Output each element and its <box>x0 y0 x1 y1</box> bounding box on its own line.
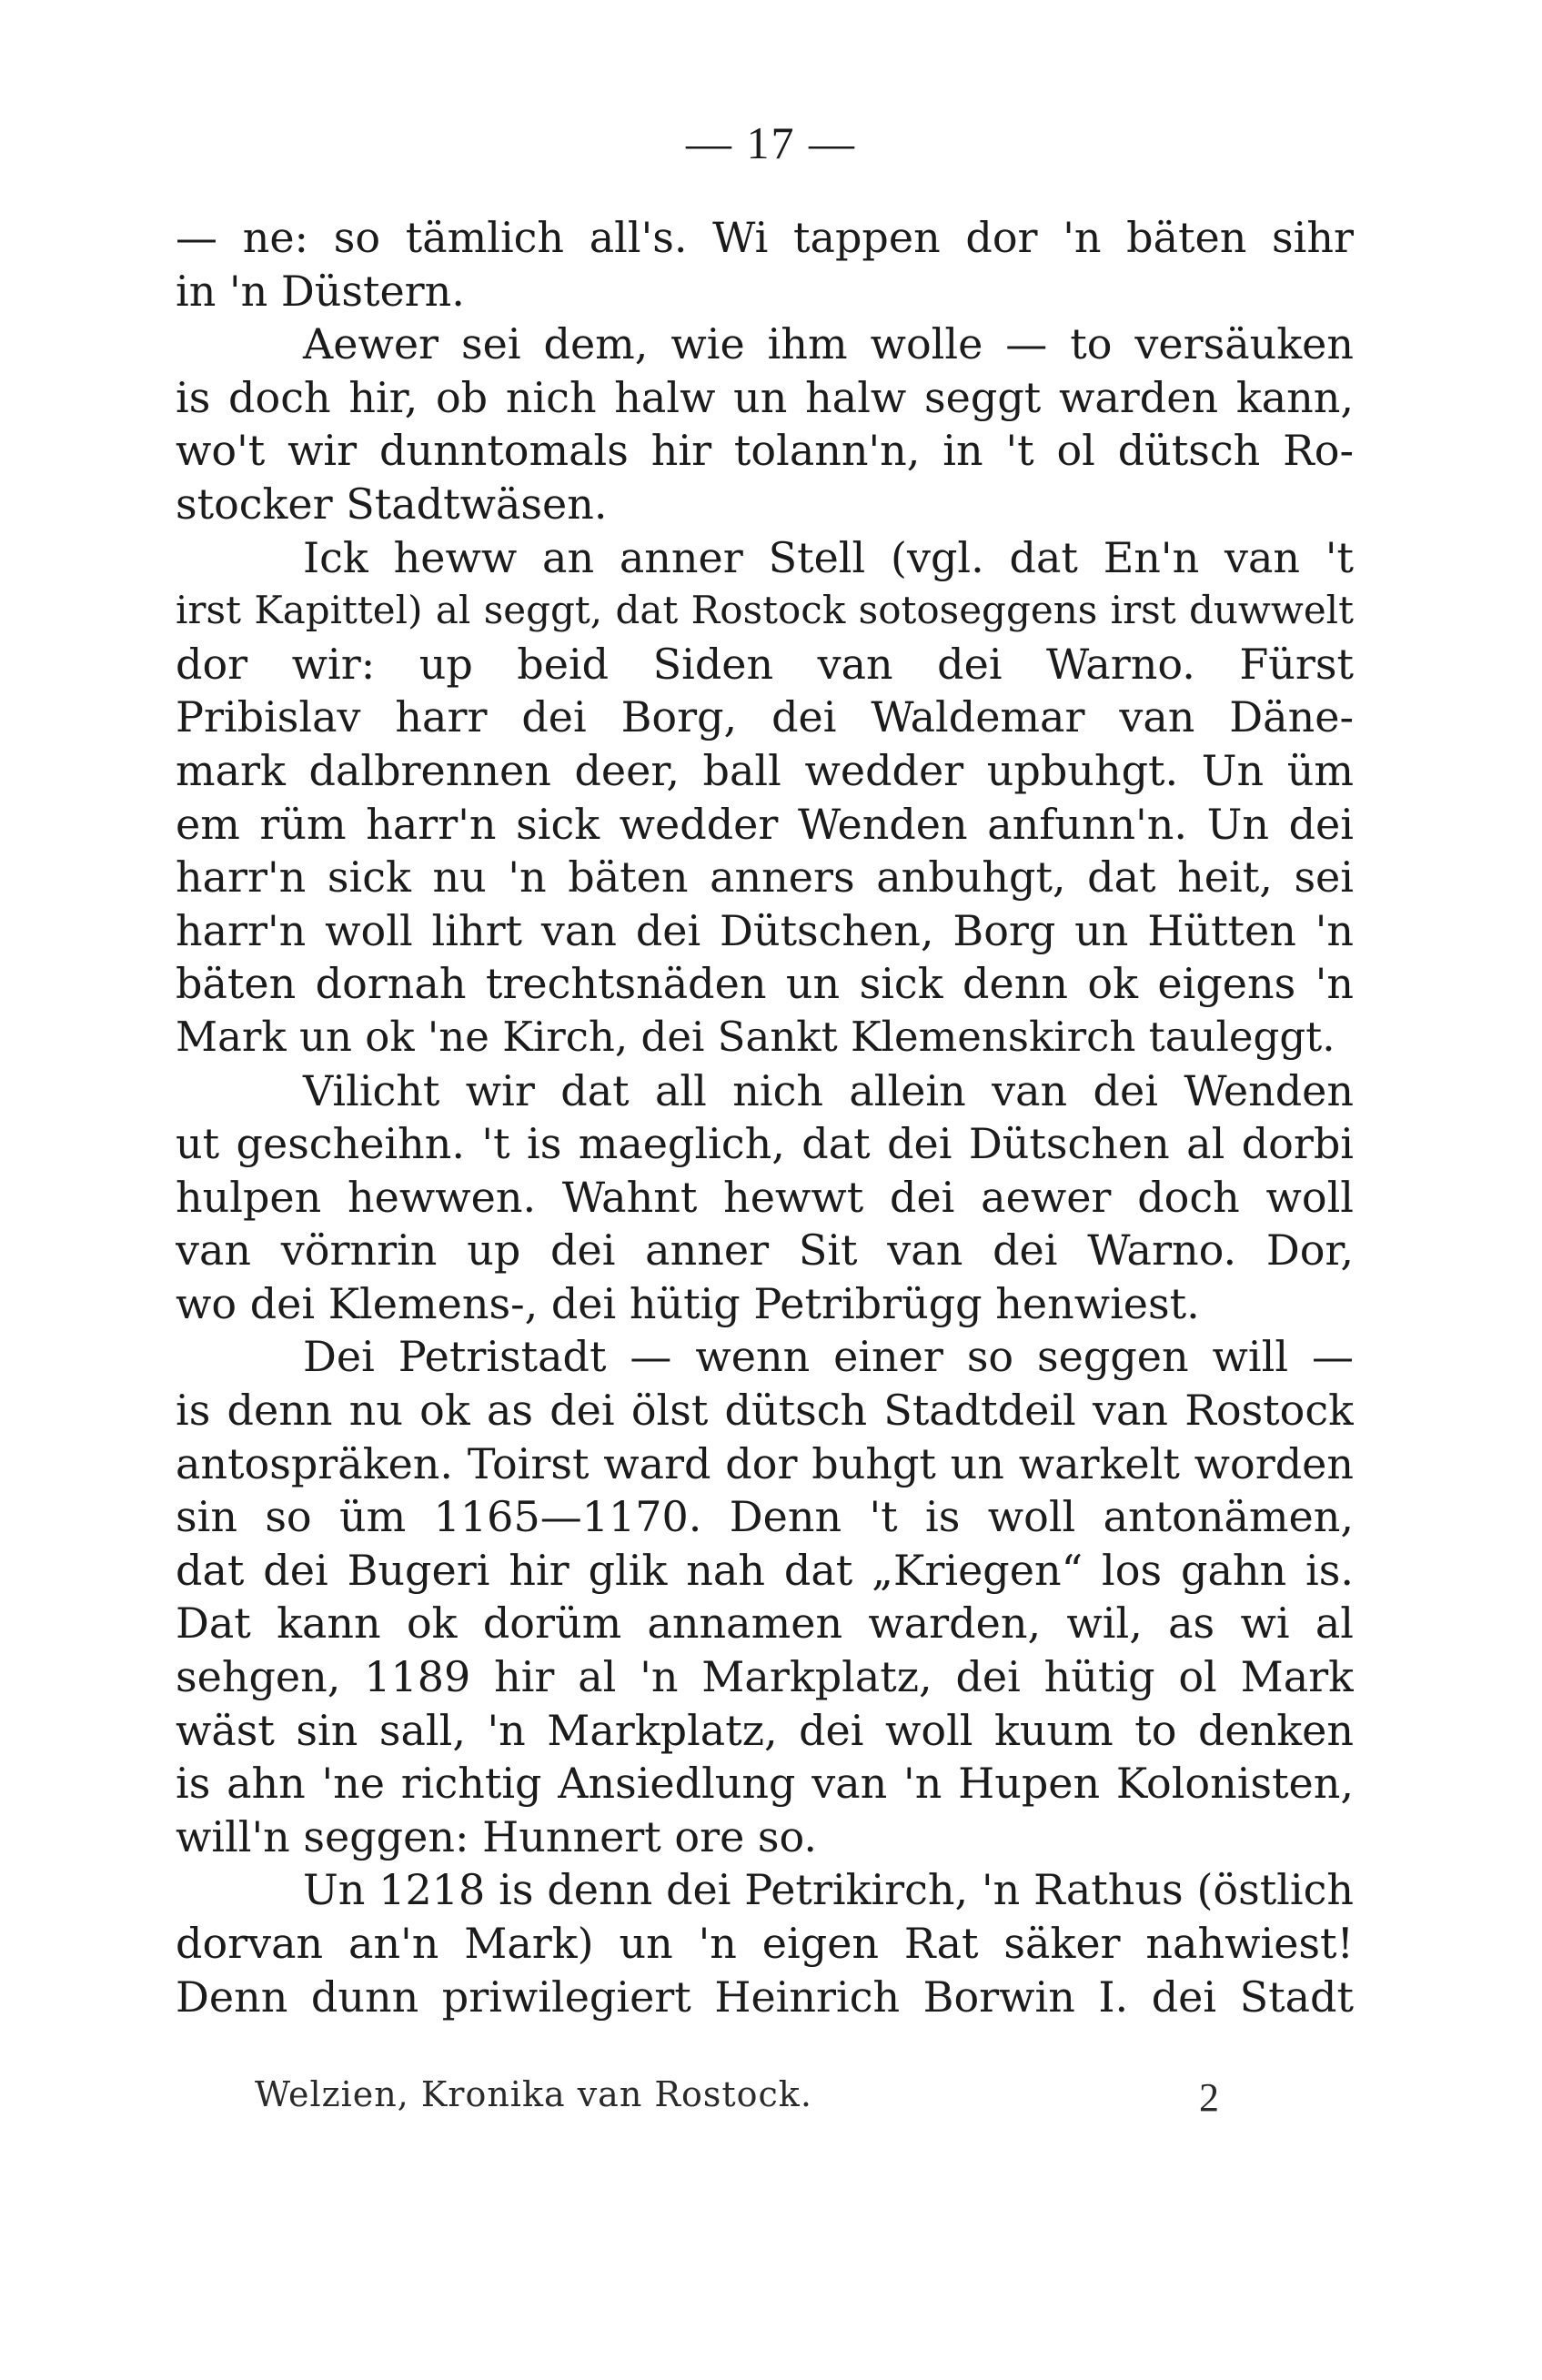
text-line: bäten dornah trechtsnäden un sick denn ok eigens 'n <box>176 959 1354 1009</box>
text-line: dat dei Bugeri hir glik nah dat „Kriegen“ los gahn is. <box>176 1545 1354 1595</box>
text-line: is denn nu ok as dei ölst dütsch Stadtdeil van Rostock <box>176 1386 1354 1436</box>
text-line: Ick heww an anner Stell (vgl. dat En'n van 't <box>303 532 1354 582</box>
text-line: irst Kapittel) al seggt, dat Rostock sotoseggens irst duwwelt <box>176 588 1354 633</box>
text-line: harr'n sick nu 'n bäten anners anbuhgt, dat heit, sei <box>176 852 1354 903</box>
text-line: — ne: so tämlich all's. Wi tappen dor 'n bäten sihr <box>176 213 1354 262</box>
page-footer <box>255 2074 1219 2129</box>
text-line: wäst sin sall, 'n Markplatz, dei woll kuum to denken <box>176 1705 1354 1755</box>
page-number: — 17 — <box>686 117 856 168</box>
text-line: dor wir: up beid Siden van dei Warno. Fürst <box>176 639 1354 689</box>
text-line: in 'n Düstern. <box>176 266 465 316</box>
footer-signature-mark: 2 <box>1199 2075 1219 2120</box>
body-text <box>176 211 1354 2023</box>
text-line: mark dalbrennen deer, ball wedder upbuhgt. Un üm <box>176 745 1354 795</box>
text-line: sin so üm 1165—1170. Denn 't is woll antonämen, <box>176 1492 1354 1542</box>
text-line: Aewer sei dem, wie ihm wolle — to versäuken <box>303 319 1354 369</box>
text-line: harr'n woll lihrt van dei Dütschen, Borg un Hütten 'n <box>176 905 1354 955</box>
text-line: em rüm harr'n sick wedder Wenden anfunn'n. Un dei <box>176 799 1354 849</box>
text-line: Pribislav harr dei Borg, dei Waldemar van Däne- <box>176 692 1354 742</box>
text-line: Denn dunn priwilegiert Heinrich Borwin I. dei Stadt <box>176 1972 1354 2022</box>
text-line: Dat kann ok dorüm annamen warden, wil, as wi al <box>176 1598 1354 1649</box>
text-line: is doch hir, ob nich halw un halw seggt warden kann, <box>176 372 1354 422</box>
text-line: ut gescheihn. 't is maeglich, dat dei Dütschen al dorbi <box>176 1119 1354 1169</box>
footer-book-title: Welzien, Kronika van Rostock. <box>255 2074 812 2114</box>
text-line: Un 1218 is denn dei Petrikirch, 'n Rathus (östlich <box>303 1865 1354 1915</box>
text-line: Dei Petristadt — wenn einer so seggen will — <box>303 1332 1354 1382</box>
text-line: hulpen hewwen. Wahnt hewwt dei aewer doch woll <box>176 1172 1354 1222</box>
text-line: antospräken. Toirst ward dor buhgt un warkelt worden <box>176 1438 1354 1488</box>
text-line: sehgen, 1189 hir al 'n Markplatz, dei hütig ol Mark <box>176 1652 1354 1702</box>
text-line: stocker Stadtwäsen. <box>176 479 608 529</box>
text-line: will'n seggen: Hunnert ore so. <box>176 1811 818 1861</box>
text-line: wo dei Klemens-, dei hütig Petribrügg henwiest. <box>176 1278 1200 1328</box>
text-line: Mark un ok 'ne Kirch, dei Sankt Klemenskirch tauleggt. <box>176 1012 1335 1061</box>
text-line: Vilicht wir dat all nich allein van dei Wenden <box>303 1065 1354 1115</box>
text-line: van vörnrin up dei anner Sit van dei Warno. Dor, <box>176 1225 1354 1276</box>
text-line: wo't wir dunntomals hir tolann'n, in 't ol dütsch Ro- <box>176 426 1354 476</box>
text-line: is ahn 'ne richtig Ansiedlung van 'n Hupen Kolonisten, <box>176 1759 1354 1809</box>
text-line: dorvan an'n Mark) un 'n eigen Rat säker nahwiest! <box>176 1919 1354 1968</box>
